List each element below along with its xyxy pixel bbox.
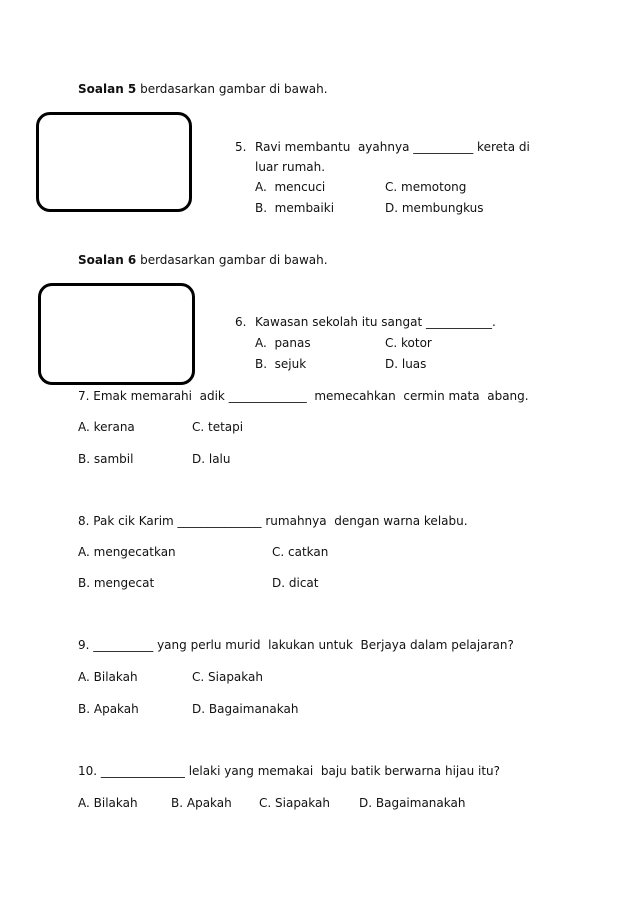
q6-picture-frame [38, 283, 195, 385]
q7-question: 7. Emak memarahi adik _____________ memecahkan cermin mata abang. [78, 389, 529, 403]
q9-option-b: B. Apakah [78, 702, 139, 716]
q5-option-c: C. memotong [385, 180, 467, 194]
q5-option-b: B. membaiki [255, 201, 335, 215]
q5-option-a: A. mencuci [255, 180, 326, 194]
q6-number: 6. [235, 315, 247, 329]
q5-number: 5. [235, 140, 247, 154]
q6-option-b: B. sejuk [255, 357, 307, 371]
q6-option-d: D. luas [385, 357, 427, 371]
q8-option-b: B. mengecat [78, 576, 155, 590]
q6-intro [78, 253, 328, 267]
q6-intro-bold: Soalan 6 [78, 253, 137, 267]
q6-option-a: A. panas [255, 336, 311, 350]
q9-question: 9. __________ yang perlu murid lakukan untuk Berjaya dalam pelajaran? [78, 638, 514, 652]
q8-option-a: A. mengecatkan [78, 545, 176, 559]
q9-option-c: C. Siapakah [192, 670, 263, 684]
q5-intro-rest: berdasarkan gambar di bawah. [136, 82, 328, 96]
q7-option-a: A. kerana [78, 420, 135, 434]
q8-question: 8. Pak cik Karim ______________ rumahnya dengan warna kelabu. [78, 514, 468, 528]
q7-option-d: D. lalu [192, 452, 231, 466]
q6-question: Kawasan sekolah itu sangat ___________. [255, 315, 496, 329]
q10-question: 10. ______________ lelaki yang memakai baju batik berwarna hijau itu? [78, 764, 501, 778]
q6-intro-rest: berdasarkan gambar di bawah. [136, 253, 328, 267]
q5-question-line1: Ravi membantu ayahnya __________ kereta di [255, 140, 530, 154]
q9-option-d: D. Bagaimanakah [192, 702, 299, 716]
q5-option-d: D. membungkus [385, 201, 484, 215]
q5-question-line2: luar rumah. [255, 160, 326, 174]
q9-option-a: A. Bilakah [78, 670, 138, 684]
q6-option-c: C. kotor [385, 336, 432, 350]
q5-picture-frame [36, 112, 192, 212]
q5-intro-bold: Soalan 5 [78, 82, 137, 96]
q7-option-b: B. sambil [78, 452, 134, 466]
q7-option-c: C. tetapi [192, 420, 244, 434]
q10-option-b: B. Apakah [171, 796, 232, 810]
q10-option-c: C. Siapakah [259, 796, 330, 810]
q8-option-c: C. catkan [272, 545, 329, 559]
q5-intro [78, 82, 328, 96]
q10-option-a: A. Bilakah [78, 796, 138, 810]
q8-option-d: D. dicat [272, 576, 319, 590]
q10-option-d: D. Bagaimanakah [359, 796, 466, 810]
